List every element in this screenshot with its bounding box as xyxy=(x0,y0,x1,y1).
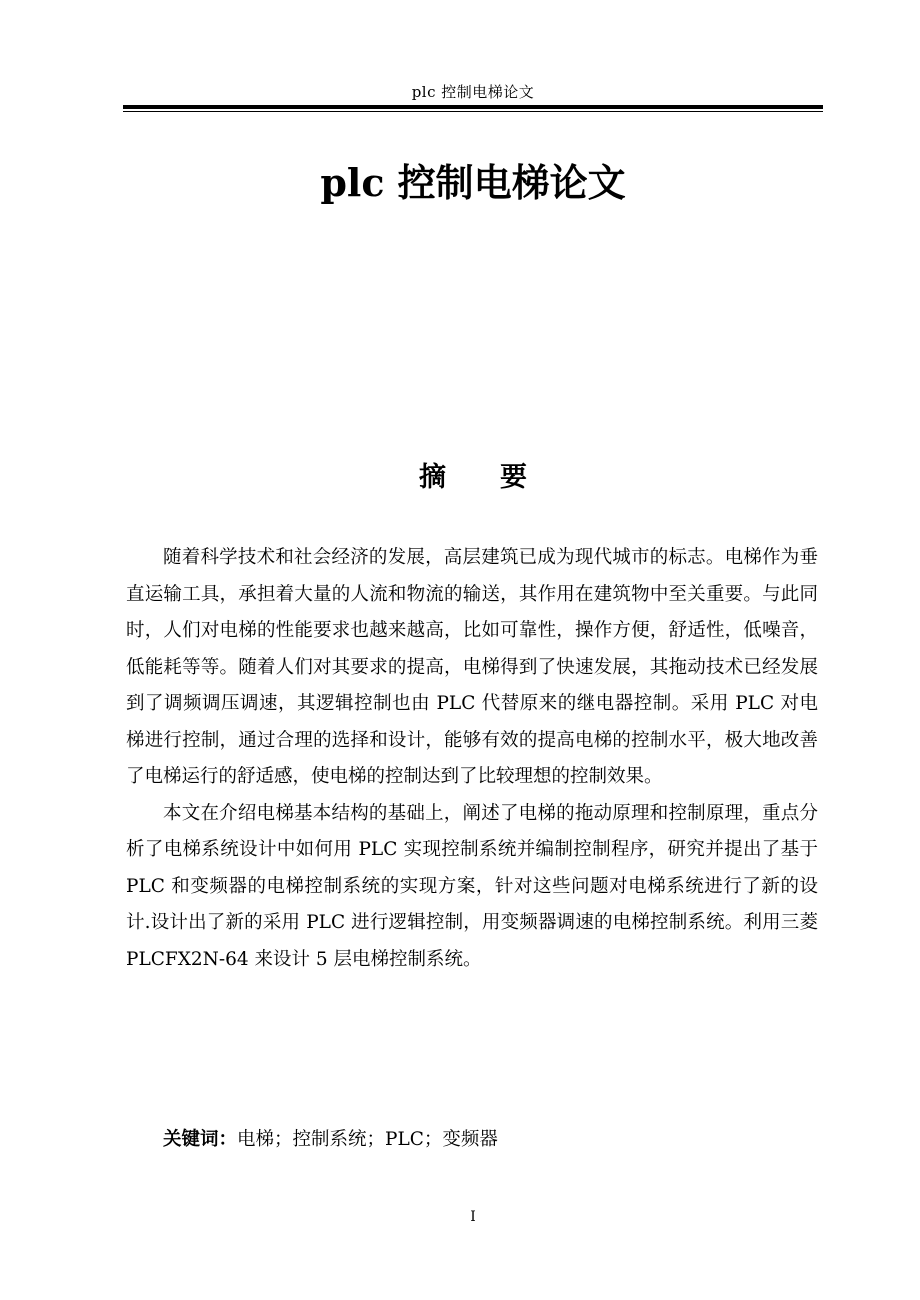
abstract-heading xyxy=(123,458,823,498)
abstract-heading-right: 要 xyxy=(500,462,527,493)
document-title: plc 控制电梯论文 xyxy=(320,160,626,205)
keywords-label: 关键词： xyxy=(163,1129,238,1150)
running-header: plc 控制电梯论文 xyxy=(411,83,535,101)
page-number: I xyxy=(470,1209,476,1225)
abstract-paragraph-1: 随着科学技术和社会经济的发展，高层建筑已成为现代城市的标志。电梯作为垂直运输工具，承担着大量的人流和物流的输送，其作用在建筑物中至关重要。与此同时，人们对电梯的性能要求也越来越高，比如可靠性，操作方便，舒适性，低噪音，低能耗等等。随着人们对其要求的提高，电梯得到了快速发展，其拖动技术已经发展到了调频调压调速，其逻辑控制也由 PLC 代替原来的继电器控制。采用 PLC 对电梯进行控制，通过合理的选择和设计，能够有效的提高电梯的控制水平，极大地改善了电梯运行的舒适感，使电梯的控制达到了比较理想的控制效果。 xyxy=(126,547,818,787)
abstract-paragraph-2: 本文在介绍电梯基本结构的基础上，阐述了电梯的拖动原理和控制原理，重点分析了电梯系统设计中如何用 PLC 实现控制系统并编制控制程序，研究并提出了基于 PLC 和变频器的电梯控制系统的实现方案，针对这些问题对电梯系统进行了新的设计.设计出了新的采用 PLC 进行逻辑控制，用变频器调速的电梯控制系统。利用三菱 PLCFX2N-64 来设计 5 层电梯控制系统。 xyxy=(126,802,818,970)
keywords-value: 电梯；控制系统；PLC；变频器 xyxy=(237,1129,498,1150)
header-rule-thick xyxy=(123,105,823,109)
abstract-heading-left: 摘 xyxy=(419,462,446,493)
keywords-line xyxy=(126,1122,818,1159)
header-rule-thin xyxy=(123,111,823,112)
abstract-body xyxy=(126,540,818,978)
